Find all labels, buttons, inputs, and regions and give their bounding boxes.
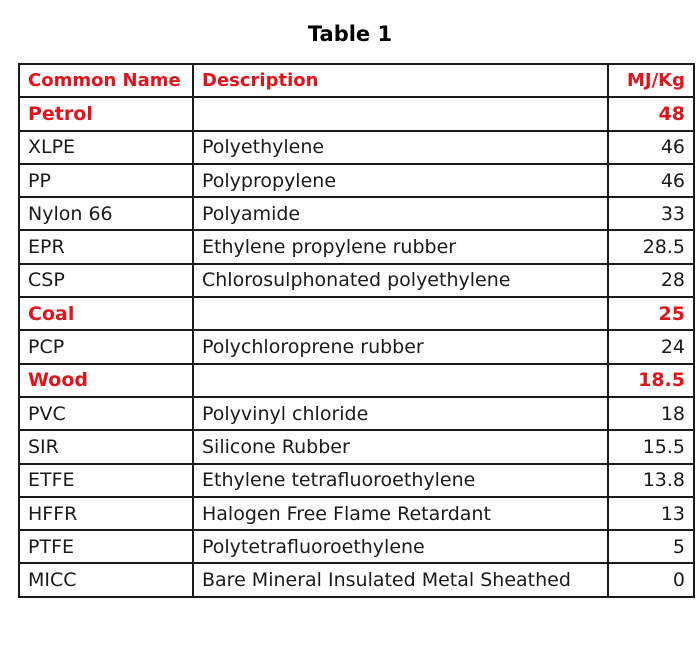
table-header-row (19, 64, 694, 97)
cell-mj-per-kg: 18 (608, 397, 694, 430)
cell-description: Polyvinyl chloride (193, 397, 608, 430)
cell-description (193, 97, 608, 130)
cell-common-name: SIR (19, 430, 193, 463)
cell-common-name: PCP (19, 330, 193, 363)
table-row (19, 464, 694, 497)
table-row (19, 97, 694, 130)
cell-mj-per-kg: 15.5 (608, 430, 694, 463)
calorific-value-table (18, 63, 695, 598)
column-header-common-name: Common Name (19, 64, 193, 97)
cell-mj-per-kg: 46 (608, 131, 694, 164)
cell-description: Polychloroprene rubber (193, 330, 608, 363)
cell-mj-per-kg: 13.8 (608, 464, 694, 497)
cell-description: Bare Mineral Insulated Metal Sheathed (193, 563, 608, 596)
cell-mj-per-kg: 48 (608, 97, 694, 130)
cell-mj-per-kg: 24 (608, 330, 694, 363)
cell-description (193, 297, 608, 330)
cell-common-name: PTFE (19, 530, 193, 563)
table-row (19, 563, 694, 596)
cell-common-name: HFFR (19, 497, 193, 530)
cell-description: Halogen Free Flame Retardant (193, 497, 608, 530)
table-body (19, 97, 694, 596)
cell-mj-per-kg: 25 (608, 297, 694, 330)
table-row (19, 397, 694, 430)
cell-common-name: PP (19, 164, 193, 197)
cell-common-name: PVC (19, 397, 193, 430)
table-row (19, 297, 694, 330)
cell-common-name: Nylon 66 (19, 197, 193, 230)
cell-mj-per-kg: 18.5 (608, 364, 694, 397)
cell-common-name: ETFE (19, 464, 193, 497)
table-row (19, 330, 694, 363)
column-header-mj-per-kg: MJ/Kg (608, 64, 694, 97)
cell-description (193, 364, 608, 397)
cell-mj-per-kg: 33 (608, 197, 694, 230)
cell-common-name: CSP (19, 264, 193, 297)
cell-mj-per-kg: 28 (608, 264, 694, 297)
table-row (19, 197, 694, 230)
cell-mj-per-kg: 46 (608, 164, 694, 197)
table-row (19, 230, 694, 263)
table-title: Table 1 (307, 22, 393, 46)
cell-mj-per-kg: 13 (608, 497, 694, 530)
column-header-description: Description (193, 64, 608, 97)
table-row (19, 430, 694, 463)
cell-common-name: MICC (19, 563, 193, 596)
cell-common-name: Petrol (19, 97, 193, 130)
table-row (19, 264, 694, 297)
cell-description: Chlorosulphonated polyethylene (193, 264, 608, 297)
table-row (19, 497, 694, 530)
cell-description: Silicone Rubber (193, 430, 608, 463)
cell-common-name: EPR (19, 230, 193, 263)
table-row (19, 164, 694, 197)
cell-mj-per-kg: 5 (608, 530, 694, 563)
cell-mj-per-kg: 0 (608, 563, 694, 596)
cell-description: Polyethylene (193, 131, 608, 164)
cell-common-name: Coal (19, 297, 193, 330)
cell-description: Ethylene tetrafluoroethylene (193, 464, 608, 497)
cell-description: Polypropylene (193, 164, 608, 197)
table-row (19, 131, 694, 164)
cell-mj-per-kg: 28.5 (608, 230, 694, 263)
cell-description: Ethylene propylene rubber (193, 230, 608, 263)
table-row (19, 530, 694, 563)
cell-common-name: Wood (19, 364, 193, 397)
table-row (19, 364, 694, 397)
cell-description: Polyamide (193, 197, 608, 230)
cell-description: Polytetrafluoroethylene (193, 530, 608, 563)
cell-common-name: XLPE (19, 131, 193, 164)
